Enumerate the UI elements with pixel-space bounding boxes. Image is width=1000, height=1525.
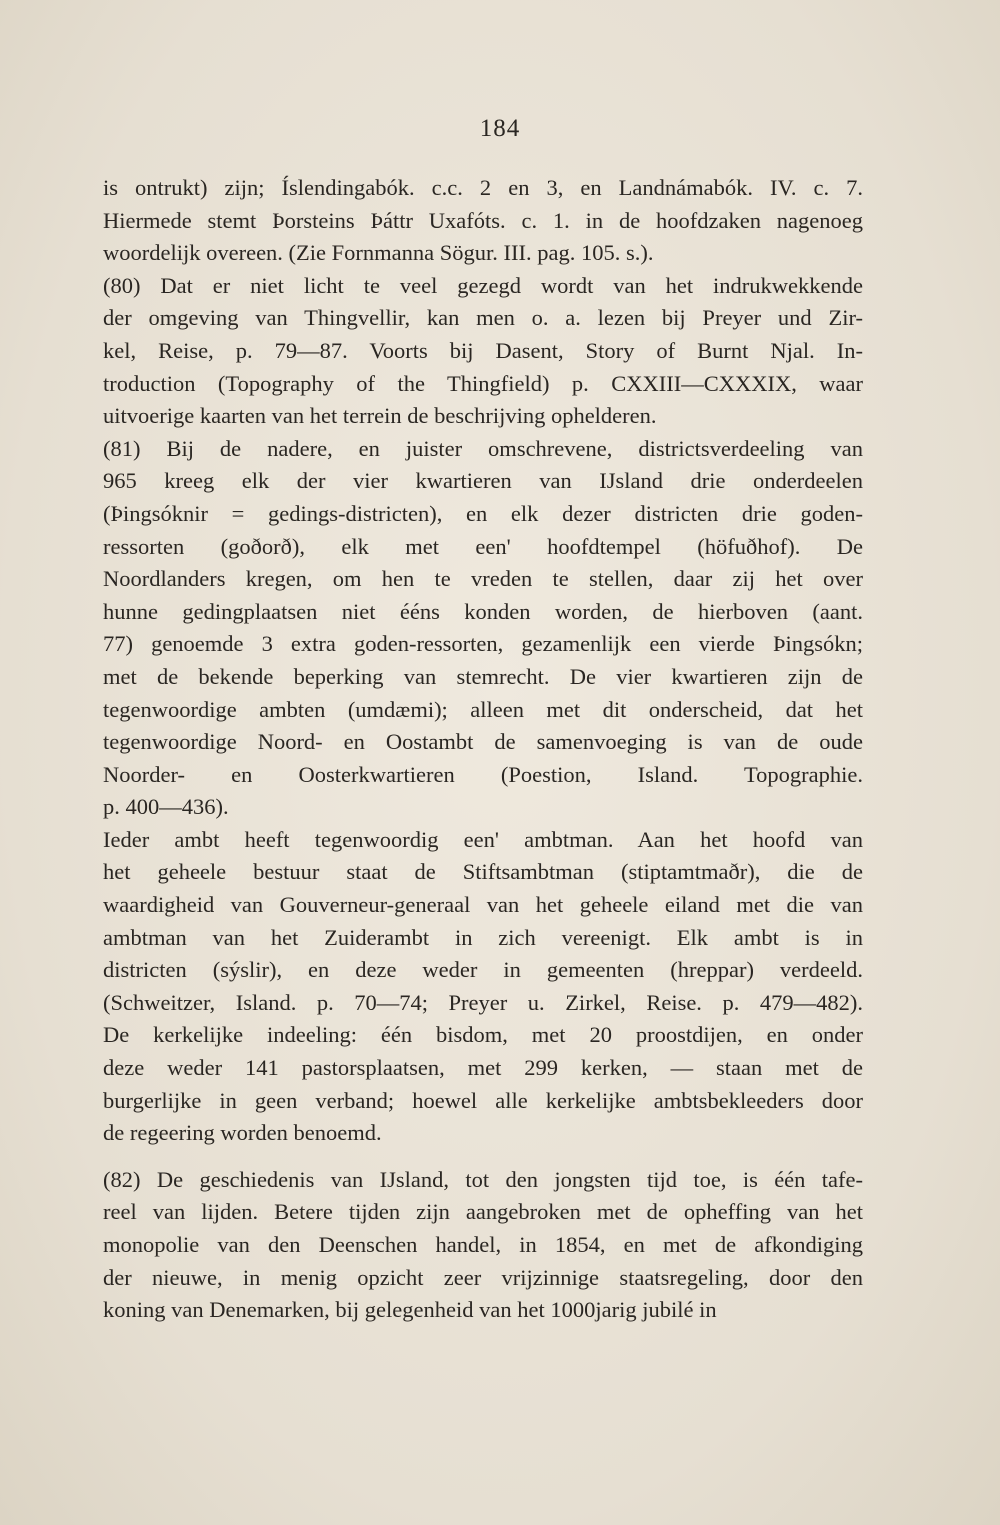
text-line: Hiermede stemt Þorsteins Þáttr Uxafóts. c. 1. in de hoofdzaken nagenoeg (103, 207, 863, 233)
text-line: (81) Bij de nadere, en juister omschrevene, districtsverdeeling van (103, 435, 863, 461)
paragraph-gap (103, 1150, 863, 1164)
text-line: (82) De geschiedenis van IJsland, tot den jongsten tijd toe, is één tafe- (103, 1166, 863, 1192)
body-text (103, 172, 863, 1327)
text-line: ressorten (goðorð), elk met een' hoofdtempel (höfuðhof). De (103, 533, 863, 559)
text-line: is ontrukt) zijn; Íslendingabók. c.c. 2 en 3, en Landnámabók. IV. c. 7. (103, 175, 863, 200)
text-line: Noorder- en Oosterkwartieren (Poestion, Island. Topographie. (103, 761, 863, 787)
text-line: hunne gedingplaatsen niet ééns konden worden, de hierboven (aant. (103, 598, 863, 624)
paragraph-ambt (103, 824, 863, 1150)
text-line: monopolie van den Deenschen handel, in 1854, en met de afkondiging (103, 1232, 863, 1257)
text-line: kel, Reise, p. 79—87. Voorts bij Dasent, Story of Burnt Njal. In- (103, 337, 863, 363)
page-number: 184 (479, 115, 521, 142)
text-line: tegenwoordige ambten (umdæmi); alleen met dit onderscheid, dat het (103, 696, 863, 722)
paragraph-continuation (103, 172, 863, 270)
paragraph-note-82 (103, 1164, 863, 1327)
text-line: p. 400—436). (103, 794, 229, 820)
text-line: tegenwoordige Noord- en Oostambt de samenvoeging is van de oude (103, 729, 863, 755)
text-line: (Schweitzer, Island. p. 70—74; Preyer u. Zirkel, Reise. p. 479—482). (103, 989, 863, 1015)
text-line: met de bekende beperking van stemrecht. De vier kwartieren zijn de (103, 663, 863, 689)
text-line: reel van lijden. Betere tijden zijn aangebroken met de opheffing van het (103, 1199, 863, 1225)
text-line: koning van Denemarken, bij gelegenheid van het 1000jarig jubilé in (103, 1297, 717, 1323)
text-line: deze weder 141 pastorsplaatsen, met 299 kerken, — staan met de (103, 1055, 863, 1081)
text-line: De kerkelijke indeeling: één bisdom, met 20 proostdijen, en onder (103, 1022, 863, 1048)
text-line: ambtman van het Zuiderambt in zich vereenigt. Elk ambt is in (103, 924, 863, 950)
text-line: troduction (Topography of the Thingfield) p. CXXIII—CXXXIX, waar (103, 370, 863, 396)
text-line: Noordlanders kregen, om hen te vreden te stellen, daar zij het over (103, 566, 863, 592)
text-line: Ieder ambt heeft tegenwoordig een' ambtman. Aan het hoofd van (103, 826, 863, 852)
text-line: (Þingsóknir = gedings-districten), en elk dezer districten drie goden- (103, 500, 863, 526)
text-line: het geheele bestuur staat de Stiftsambtman (stiptamtmaðr), die de (103, 859, 863, 885)
text-line: uitvoerige kaarten van het terrein de beschrijving ophelderen. (103, 403, 657, 429)
text-line: woordelijk overeen. (Zie Fornmanna Sögur. III. pag. 105. s.). (103, 240, 654, 266)
text-line: der nieuwe, in menig opzicht zeer vrijzinnige staatsregeling, door den (103, 1264, 863, 1290)
text-line: 965 kreeg elk der vier kwartieren van IJsland drie onderdeelen (103, 468, 863, 494)
text-line: (80) Dat er niet licht te veel gezegd wordt van het indrukwekkende (103, 272, 863, 298)
text-line: burgerlijke in geen verband; hoewel alle kerkelijke ambtsbekleeders door (103, 1087, 863, 1113)
text-line: de regeering worden benoemd. (103, 1120, 382, 1146)
paragraph-note-80 (103, 270, 863, 433)
text-line: der omgeving van Thingvellir, kan men o. a. lezen bij Preyer und Zir- (103, 305, 863, 331)
paragraph-note-81 (103, 433, 863, 824)
text-line: 77) genoemde 3 extra goden-ressorten, gezamenlijk een vierde Þingsókn; (103, 631, 863, 657)
text-line: waardigheid van Gouverneur-generaal van het geheele eiland met die van (103, 892, 863, 918)
text-line: districten (sýslir), en deze weder in gemeenten (hreppar) verdeeld. (103, 957, 863, 983)
